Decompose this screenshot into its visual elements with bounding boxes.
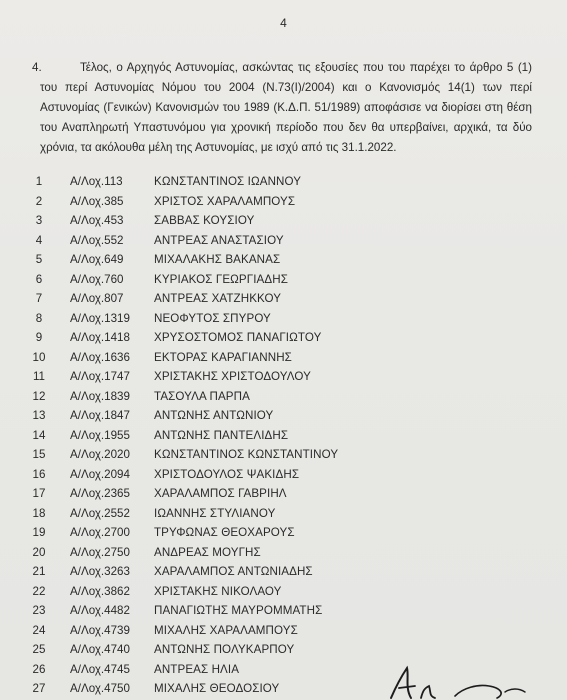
item-number: 8 (35, 311, 43, 325)
item-rank: Α/Λοχ.2700 (70, 526, 130, 539)
item-rank: Α/Λοχ.2365 (70, 487, 130, 500)
item-name: ΧΑΡΑΛΑΜΠΟΣ ΓΑΒΡΙΗΛ (154, 487, 287, 500)
item-rank: Α/Λοχ.1839 (70, 389, 130, 403)
list-item (0, 582, 567, 602)
item-rank: Α/Λοχ.649 (70, 253, 124, 266)
item-rank: Α/Λοχ.1418 (70, 331, 130, 344)
item-name: ΑΝΤΡΕΑΣ ΑΝΑΣΤΑΣΙΟΥ (154, 233, 284, 247)
list-item (0, 406, 567, 426)
list-item (0, 562, 567, 582)
item-name: ΑΝΤΡΕΑΣ ΗΛΙΑ (154, 662, 240, 676)
item-name: ΜΙΧΑΛΑΚΗΣ ΒΑΚΑΝΑΣ (154, 253, 281, 266)
list-item (0, 250, 567, 270)
item-name: ΧΡΙΣΤΑΚΗΣ ΧΡΙΣΤΟΔΟΥΛΟΥ (154, 370, 311, 383)
item-number: 27 (32, 682, 46, 695)
item-number: 24 (32, 623, 46, 637)
item-rank: Α/Λοχ.1847 (70, 409, 130, 422)
item-number: 3 (35, 214, 43, 227)
item-rank: Α/Λοχ.760 (70, 272, 124, 286)
item-name: ΑΝΤΩΝΗΣ ΠΟΛΥΚΑΡΠΟΥ (154, 643, 295, 656)
paragraph-text: Τέλος, ο Αρχηγός Αστυνομίας, ασκώντας τις εξουσίες που του παρέχει το άρθρο 5 (1) του περί Αστυνομίας Νόμου του 2004 (Ν.73(Ι)/2004) και ο Κανονισμός 14(1) των περί Αστυνομίας (Γενικών) Κανονισμών του 1989 (Κ.Δ.Π. 51/1989) αποφάσισε να διορίσει στη θέση του Αναπληρωτή Υπαστυνόμου για χρονική περίοδο που δεν θα υπερβαίνει, αρχικά, τα δύο χρόνια, τα ακόλουθα μέλη της Αστυνομίας, με ισχύ από τις 31.1.2022. (40, 61, 532, 154)
item-rank: Α/Λοχ.2094 (70, 467, 130, 481)
item-number: 21 (32, 565, 46, 578)
item-number: 17 (32, 487, 46, 500)
item-number: 18 (32, 506, 46, 520)
item-name: ΠΑΝΑΓΙΩΤΗΣ ΜΑΥΡΟΜΜΑΤΗΣ (154, 604, 323, 617)
item-rank: Α/Λοχ.4739 (70, 623, 130, 637)
page-number: 4 (280, 16, 287, 30)
item-rank: Α/Λοχ.385 (70, 194, 124, 208)
list-item (0, 192, 567, 212)
item-name: ΧΡΙΣΤΟΔΟΥΛΟΣ ΨΑΚΙΔΗΣ (154, 467, 300, 481)
list-item (0, 367, 567, 387)
list-item (0, 640, 567, 660)
item-rank: Α/Λοχ.1319 (70, 311, 130, 325)
list-item (0, 601, 567, 621)
item-number: 23 (32, 604, 46, 617)
item-number: 12 (32, 389, 46, 403)
item-name: ΧΡΥΣΟΣΤΟΜΟΣ ΠΑΝΑΓΙΩΤΟΥ (154, 331, 322, 344)
item-name: ΤΑΣΟΥΛΑ ΠΑΡΠΑ (154, 389, 250, 403)
item-number: 10 (32, 350, 46, 364)
item-name: ΚΩΝΣΤΑΝΤΙΝΟΣ ΚΩΝΣΤΑΝΤΙΝΟΥ (154, 448, 339, 461)
list-item (0, 387, 567, 407)
item-name: ΑΝΤΡΕΑΣ ΧΑΤΖΗΚΚΟΥ (154, 292, 282, 305)
item-rank: Α/Λοχ.552 (70, 233, 124, 247)
list-item (0, 523, 567, 543)
list-item (0, 484, 567, 504)
list-item (0, 289, 567, 309)
item-rank: Α/Λοχ.2552 (70, 506, 130, 520)
item-number: 25 (32, 643, 46, 656)
item-name: ΧΡΙΣΤΟΣ ΧΑΡΑΛΑΜΠΟΥΣ (154, 194, 296, 208)
member-list (0, 172, 567, 699)
item-number: 19 (32, 526, 46, 539)
item-name: ΚΥΡΙΑΚΟΣ ΓΕΩΡΓΙΑΔΗΣ (154, 272, 288, 286)
item-rank: Α/Λοχ.3862 (70, 584, 130, 598)
list-item (0, 348, 567, 368)
item-rank: Α/Λοχ.2750 (70, 545, 130, 559)
item-rank: Α/Λοχ.4482 (70, 604, 130, 617)
item-rank: Α/Λοχ.1636 (70, 350, 130, 364)
item-rank: Α/Λοχ.1747 (70, 370, 130, 383)
item-number: 15 (32, 448, 46, 461)
item-rank: Α/Λοχ.113 (70, 175, 123, 188)
item-number: 16 (32, 467, 46, 481)
list-item (0, 426, 567, 446)
list-item (0, 504, 567, 524)
item-name: ΧΡΙΣΤΑΚΗΣ ΝΙΚΟΛΑΟΥ (154, 584, 282, 598)
item-number: 20 (32, 545, 46, 559)
item-rank: Α/Λοχ.453 (70, 214, 124, 227)
decision-paragraph (32, 58, 532, 158)
item-name: ΑΝΔΡΕΑΣ ΜΟΥΓΗΣ (154, 545, 261, 559)
item-name: ΑΝΤΩΝΗΣ ΑΝΤΩΝΙΟΥ (154, 409, 274, 422)
list-item (0, 465, 567, 485)
item-name: ΤΡΥΦΩΝΑΣ ΘΕΟΧΑΡΟΥΣ (154, 526, 295, 539)
list-item (0, 172, 567, 192)
item-name: ΜΙΧΑΛΗΣ ΘΕΟΔΟΣΙΟΥ (154, 682, 280, 695)
list-item (0, 231, 567, 251)
item-number: 4 (35, 233, 43, 247)
item-number: 14 (32, 428, 46, 442)
paragraph-number: 4. (32, 61, 42, 74)
item-name: ΑΝΤΩΝΗΣ ΠΑΝΤΕΛΙΔΗΣ (154, 428, 289, 442)
item-name: ΧΑΡΑΛΑΜΠΟΣ ΑΝΤΩΝΙΑΔΗΣ (154, 565, 313, 578)
list-item (0, 309, 567, 329)
item-number: 7 (35, 292, 43, 305)
item-name: ΕΚΤΟΡΑΣ ΚΑΡΑΓΙΑΝΝΗΣ (154, 350, 292, 364)
item-name: ΜΙΧΑΛΗΣ ΧΑΡΑΛΑΜΠΟΥΣ (154, 623, 298, 637)
item-rank: Α/Λοχ.4750 (70, 682, 130, 695)
list-item (0, 445, 567, 465)
list-item (0, 270, 567, 290)
item-rank: Α/Λοχ.3263 (70, 565, 130, 578)
item-number: 11 (32, 370, 46, 383)
item-number: 6 (35, 272, 43, 286)
item-number: 2 (35, 194, 43, 208)
item-name: ΝΕΟΦΥΤΟΣ ΣΠΥΡΟΥ (154, 311, 271, 325)
handwritten-signature (385, 662, 535, 700)
item-number: 22 (32, 584, 46, 598)
item-number: 26 (32, 662, 46, 676)
item-number: 13 (32, 409, 46, 422)
list-item (0, 211, 567, 231)
item-number: 9 (35, 331, 43, 344)
item-name: ΙΩΑΝΝΗΣ ΣΤΥΛΙΑΝΟΥ (154, 506, 276, 520)
item-rank: Α/Λοχ.4745 (70, 662, 130, 676)
list-item (0, 621, 567, 641)
item-rank: Α/Λοχ.807 (70, 292, 124, 305)
item-number: 1 (35, 175, 43, 188)
item-name: ΣΑΒΒΑΣ ΚΟΥΣΙΟΥ (154, 214, 255, 227)
item-rank: Α/Λοχ.4740 (70, 643, 130, 656)
list-item (0, 328, 567, 348)
item-rank: Α/Λοχ.2020 (70, 448, 130, 461)
item-rank: Α/Λοχ.1955 (70, 428, 130, 442)
list-item (0, 543, 567, 563)
item-name: ΚΩΝΣΤΑΝΤΙΝΟΣ ΙΩΑΝΝΟΥ (154, 175, 302, 188)
item-number: 5 (35, 253, 43, 266)
